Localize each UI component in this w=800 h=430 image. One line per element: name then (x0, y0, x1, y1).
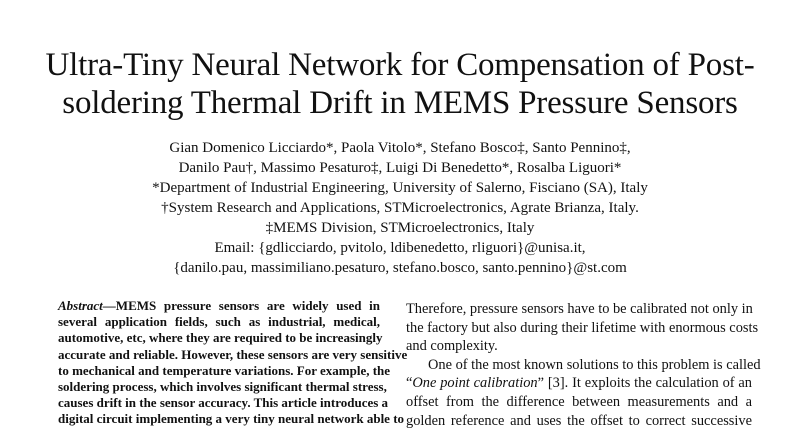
affiliation-st-mems: ‡MEMS Division, STMicroelectronics, Italy (265, 220, 535, 236)
abstract-column (58, 298, 408, 428)
calibration-term: One point calibration (412, 375, 538, 392)
author-block (120, 138, 680, 278)
title-line-2: soldering Thermal Drift in MEMS Pressure Sensors (62, 85, 738, 121)
abstract-line: to mechanical and temperature variations. For example, the (58, 362, 391, 378)
affiliation-unisa: *Department of Industrial Engineering, University of Salerno, Fisciano (SA), Italy (152, 180, 648, 196)
body-line: Therefore, pressure sensors have to be calibrated not only in (406, 301, 753, 317)
abstract-label: Abstract (58, 298, 103, 313)
body-line: golden reference and uses the offset to correct successive (406, 412, 752, 429)
body-line: One of the most known solutions to this problem is called (428, 356, 761, 373)
abstract-line: accurate and reliable. However, these sensors are very sensitive (58, 346, 408, 362)
paper-title (30, 46, 770, 122)
body-line: “One point calibration” [3]. It exploits the calculation of an (406, 375, 752, 392)
abstract-line: causes drift in the sensor accuracy. This article introduces a (58, 395, 389, 411)
body-line: and complexity. (406, 338, 498, 355)
body-line: offset from the difference between measurements and a (406, 393, 752, 410)
intro-column (406, 300, 761, 430)
body-line: the factory but also during their lifetime with enormous costs (406, 319, 759, 336)
email-line-1: Email: {gdlicciardo, pvitolo, ldibenedetto, rliguori}@unisa.it, (214, 240, 586, 256)
author-names-line-2: Danilo Pau†, Massimo Pesaturo‡, Luigi Di Benedetto*, Rosalba Liguori* (178, 160, 622, 176)
author-names-line-1: Gian Domenico Licciardo*, Paola Vitolo*, Stefano Bosco‡, Santo Pennino‡, (169, 140, 631, 156)
abstract-line: automotive, etc, where they are required to be increasingly (58, 330, 383, 346)
abstract-line: Abstract—MEMS pressure sensors are widely used in (58, 298, 380, 313)
abstract-line: soldering process, which involves significant thermal stress, (58, 378, 387, 394)
abstract-line: several application fields, such as industrial, medical, (58, 314, 380, 330)
email-line-2: {danilo.pau, massimiliano.pesaturo, stefano.bosco, santo.pennino}@st.com (173, 260, 627, 276)
abstract-line: digital circuit implementing a very tiny neural network able to (58, 411, 405, 427)
title-line-1: Ultra-Tiny Neural Network for Compensation of Post- (45, 47, 755, 83)
affiliation-st-research: †System Research and Applications, STMicroelectronics, Agrate Brianza, Italy. (161, 200, 639, 216)
